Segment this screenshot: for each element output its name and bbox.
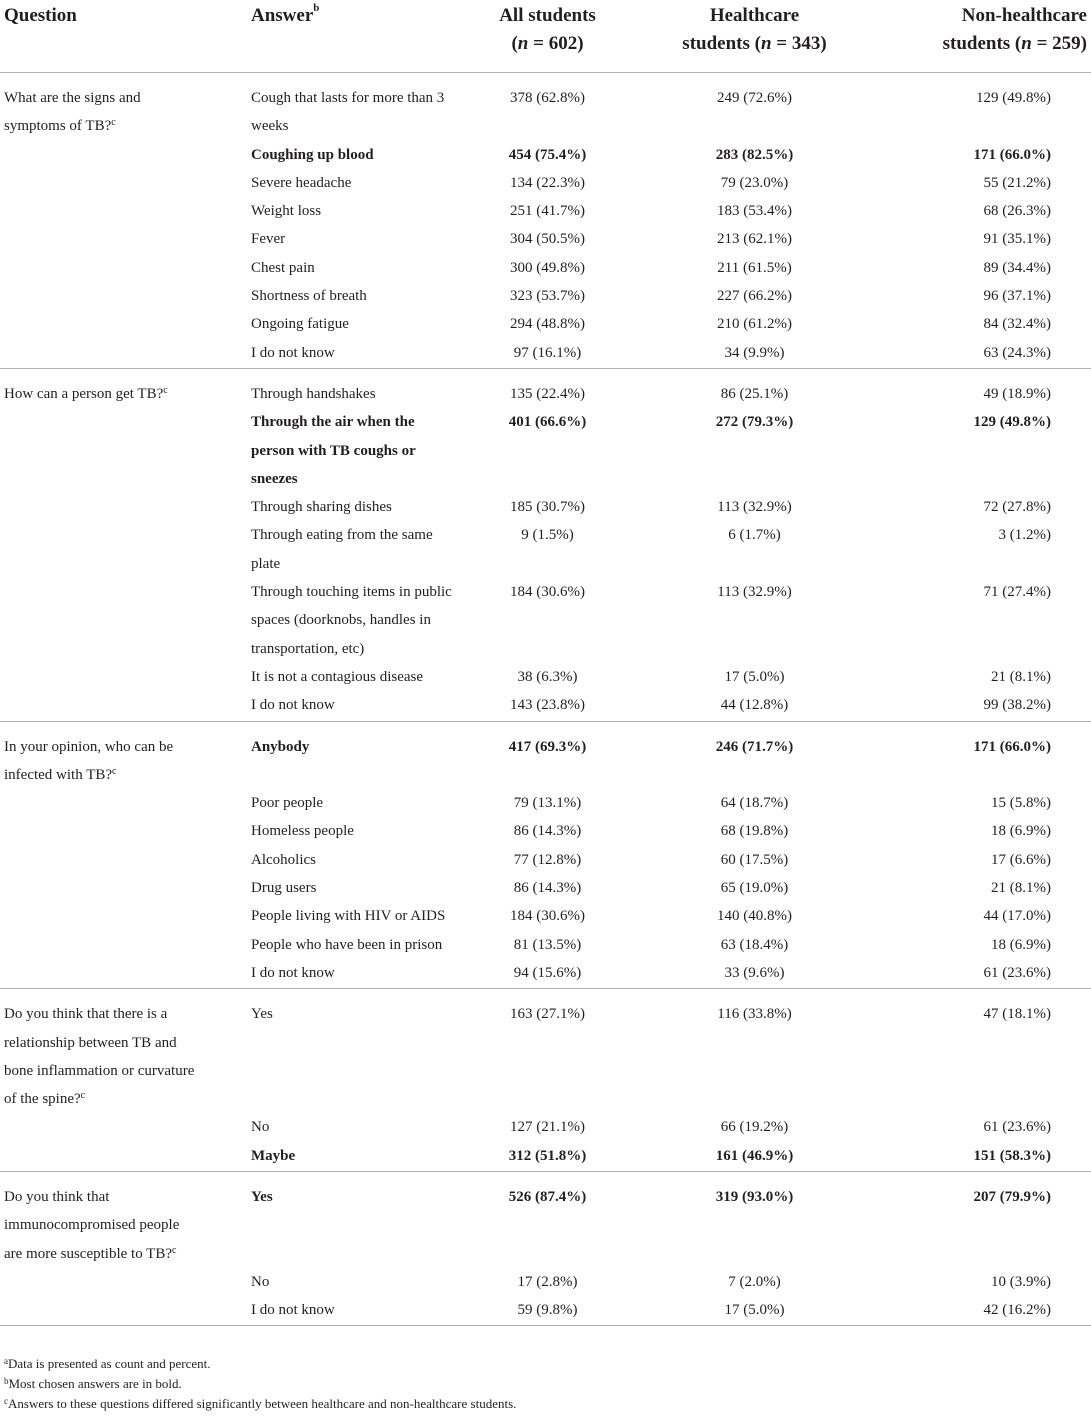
answer-cell: Fever (251, 231, 286, 248)
healthcare-cell: 65 (19.0%) (720, 880, 789, 897)
header-all-n: (n = 602) (511, 33, 584, 54)
header-hc-n: students (n = 343) (682, 33, 827, 54)
all-students-cell: 94 (15.6%) (453, 959, 642, 989)
healthcare-cell: 211 (61.5%) (717, 259, 792, 276)
table-row (0, 789, 1091, 817)
all-students-cell: 417 (69.3%) (508, 738, 587, 755)
non-healthcare-cell: 21 (8.1%) (991, 668, 1051, 685)
question-cell (0, 73, 248, 141)
non-healthcare-cell: 49 (18.9%) (983, 385, 1051, 402)
all-students-cell: 38 (6.3%) (517, 668, 578, 685)
question-cell (0, 989, 248, 1114)
answer-cell: Anybody (251, 738, 310, 755)
footnote (4, 1354, 516, 1374)
table-row (0, 817, 1091, 845)
answer-cell: I do not know (248, 1296, 453, 1326)
non-healthcare-cell: 18 (6.9%) (991, 823, 1051, 840)
healthcare-cell: 63 (18.4%) (720, 936, 789, 953)
all-students-cell: 86 (14.3%) (513, 823, 582, 840)
healthcare-cell: 113 (32.9%) (717, 499, 792, 516)
question-cell (0, 225, 248, 253)
header-healthcare (642, 0, 867, 73)
question-text: What are the signs and symptoms of TB? (4, 90, 141, 135)
question-footnote-mark: c (112, 765, 117, 777)
question-text: How can a person get TB? (4, 385, 164, 402)
table-row (0, 931, 1091, 959)
question-cell (0, 874, 248, 902)
non-healthcare-cell: 71 (27.4%) (983, 584, 1051, 601)
healthcare-cell: 33 (9.6%) (642, 959, 867, 989)
table-row (0, 169, 1091, 197)
non-healthcare-cell: 47 (18.1%) (983, 1006, 1051, 1023)
non-healthcare-cell: 18 (6.9%) (991, 936, 1051, 953)
table-row (0, 521, 1091, 578)
all-students-cell: 251 (41.7%) (510, 203, 585, 220)
healthcare-cell: 272 (79.3%) (715, 414, 794, 431)
answer-cell: Weight loss (251, 203, 322, 220)
question-cell (0, 1113, 248, 1141)
table-row (0, 141, 1091, 169)
header-nhc-label: Non-healthcare (961, 5, 1087, 26)
table-row (0, 197, 1091, 225)
non-healthcare-cell: 129 (49.8%) (976, 90, 1051, 106)
question-cell (0, 197, 248, 225)
table-row (0, 578, 1091, 663)
table-row (0, 493, 1091, 521)
all-students-cell: 526 (87.4%) (508, 1188, 587, 1205)
footnote-mark: c (4, 1396, 8, 1406)
all-students-cell: 77 (12.8%) (513, 851, 582, 868)
healthcare-cell: 44 (12.8%) (642, 691, 867, 721)
footnote-mark: a (4, 1356, 8, 1366)
all-students-cell: 184 (30.6%) (510, 908, 585, 925)
healthcare-cell: 64 (18.7%) (720, 795, 789, 812)
all-students-cell: 401 (66.6%) (508, 414, 587, 431)
healthcare-cell: 183 (53.4%) (717, 203, 792, 220)
question-cell (0, 1142, 248, 1172)
non-healthcare-cell: 171 (66.0%) (973, 738, 1051, 755)
table-row (0, 1268, 1091, 1296)
question-cell (0, 663, 248, 691)
healthcare-cell: 246 (71.7%) (715, 738, 794, 755)
healthcare-cell: 161 (46.9%) (642, 1142, 867, 1172)
all-students-cell: 59 (9.8%) (453, 1296, 642, 1326)
table-row (0, 73, 1091, 141)
healthcare-cell: 66 (19.2%) (720, 1119, 789, 1136)
non-healthcare-cell: 99 (38.2%) (867, 691, 1091, 721)
question-cell (0, 721, 248, 789)
healthcare-cell: 227 (66.2%) (717, 288, 792, 305)
non-healthcare-cell: 171 (66.0%) (973, 146, 1051, 163)
question-footnote-mark: c (172, 1244, 177, 1256)
question-footnote-mark: c (80, 1090, 86, 1102)
healthcare-cell: 283 (82.5%) (715, 146, 794, 163)
question-text: Do you think that immunocompromised people are more susceptible to TB? (4, 1188, 180, 1262)
non-healthcare-cell: 21 (8.1%) (991, 880, 1051, 897)
all-students-cell: 312 (51.8%) (453, 1142, 642, 1172)
footnotes (4, 1354, 516, 1414)
non-healthcare-cell: 91 (35.1%) (983, 231, 1051, 248)
table-row (0, 408, 1091, 493)
footnote-text: Most chosen answers are in bold. (8, 1376, 182, 1391)
all-students-cell: 86 (14.3%) (513, 880, 582, 897)
all-students-cell: 163 (27.1%) (510, 1006, 585, 1023)
question-footnote-mark: c (111, 117, 116, 129)
all-students-cell: 127 (21.1%) (510, 1119, 585, 1136)
healthcare-cell: 68 (19.8%) (720, 823, 789, 840)
non-healthcare-cell: 3 (1.2%) (998, 527, 1051, 544)
all-students-cell: 304 (50.5%) (510, 231, 585, 248)
table-row (0, 282, 1091, 310)
footnote-mark: b (4, 1376, 9, 1386)
answer-cell: Alcoholics (251, 851, 316, 868)
question-cell (0, 408, 248, 493)
healthcare-cell: 113 (32.9%) (717, 584, 792, 601)
answer-cell: People living with HIV or AIDS (251, 908, 446, 925)
answer-cell: Through touching items in public spaces (doorknobs, handles in transportation, etc) (251, 584, 452, 657)
question-cell (0, 789, 248, 817)
answer-cell: Through sharing dishes (251, 499, 392, 516)
footnote-text: Data is presented as count and percent. (8, 1356, 211, 1371)
all-students-cell: 454 (75.4%) (508, 146, 587, 163)
header-answer (248, 0, 453, 73)
question-footnote-mark: c (163, 384, 168, 396)
question-cell (0, 817, 248, 845)
non-healthcare-cell: 55 (21.2%) (983, 174, 1051, 191)
header-hc-label: Healthcare (709, 5, 800, 26)
healthcare-cell: 86 (25.1%) (720, 385, 789, 402)
answer-cell: I do not know (248, 959, 453, 989)
all-students-cell: 135 (22.4%) (510, 385, 585, 402)
all-students-cell: 79 (13.1%) (513, 795, 582, 812)
answer-cell: Chest pain (251, 259, 315, 276)
table-row (0, 1142, 1091, 1172)
answer-cell: It is not a contagious disease (251, 668, 424, 685)
answer-cell: No (251, 1119, 270, 1136)
header-all-label: All students (499, 5, 596, 26)
question-cell (0, 339, 248, 369)
all-students-cell: 185 (30.7%) (510, 499, 585, 516)
non-healthcare-cell: 129 (49.8%) (973, 414, 1051, 431)
non-healthcare-cell: 151 (58.3%) (867, 1142, 1091, 1172)
non-healthcare-cell: 68 (26.3%) (983, 203, 1051, 220)
all-students-cell: 184 (30.6%) (510, 584, 585, 601)
healthcare-cell: 210 (61.2%) (717, 316, 792, 333)
table-row (0, 254, 1091, 282)
question-cell (0, 931, 248, 959)
all-students-cell: 143 (23.8%) (453, 691, 642, 721)
all-students-cell: 134 (22.3%) (510, 174, 585, 191)
all-students-cell: 97 (16.1%) (453, 339, 642, 369)
non-healthcare-cell: 63 (24.3%) (867, 339, 1091, 369)
healthcare-cell: 213 (62.1%) (717, 231, 792, 248)
question-cell (0, 169, 248, 197)
header-all-students (453, 0, 642, 73)
non-healthcare-cell: 72 (27.8%) (983, 499, 1051, 516)
all-students-cell: 81 (13.5%) (513, 936, 582, 953)
healthcare-cell: 17 (5.0%) (642, 1296, 867, 1326)
header-question: Question (0, 0, 248, 73)
non-healthcare-cell: 84 (32.4%) (983, 316, 1051, 333)
question-cell (0, 493, 248, 521)
healthcare-cell: 249 (72.6%) (717, 90, 792, 106)
header-answer-label: Answer (251, 5, 314, 26)
all-students-cell: 17 (2.8%) (517, 1273, 578, 1290)
answer-cell: Poor people (251, 795, 324, 812)
answer-cell: Cough that lasts for more than 3 weeks (251, 90, 445, 135)
answer-cell: Through the air when the person with TB coughs or sneezes (251, 414, 416, 487)
healthcare-cell: 116 (33.8%) (717, 1006, 792, 1023)
footnote (4, 1394, 516, 1414)
answer-cell: Through handshakes (251, 385, 376, 402)
all-students-cell: 9 (1.5%) (521, 527, 574, 544)
non-healthcare-cell: 61 (23.6%) (983, 1119, 1051, 1136)
table-body (0, 73, 1091, 1326)
question-cell (0, 254, 248, 282)
table-row (0, 959, 1091, 989)
answer-cell: I do not know (248, 691, 453, 721)
question-cell (0, 1268, 248, 1296)
table-row (0, 339, 1091, 369)
answer-cell: Yes (251, 1006, 273, 1023)
question-cell (0, 691, 248, 721)
answer-cell: Homeless people (251, 823, 354, 840)
healthcare-cell: 79 (23.0%) (720, 174, 789, 191)
header-nhc-n: students (n = 259) (942, 33, 1087, 54)
table-row (0, 902, 1091, 930)
answer-cell: Through eating from the same plate (251, 527, 433, 572)
table-row (0, 310, 1091, 338)
question-cell (0, 1296, 248, 1326)
question-cell (0, 521, 248, 578)
non-healthcare-cell: 96 (37.1%) (983, 288, 1051, 305)
non-healthcare-cell: 207 (79.9%) (973, 1188, 1051, 1205)
table-row (0, 1296, 1091, 1326)
answer-cell: Yes (251, 1188, 273, 1205)
non-healthcare-cell: 44 (17.0%) (983, 908, 1051, 925)
table-row (0, 846, 1091, 874)
healthcare-cell: 6 (1.7%) (728, 527, 781, 544)
footnote-text: Answers to these questions differed significantly between healthcare and non-healthcare students. (8, 1396, 517, 1411)
header-answer-footnote-mark: b (313, 2, 320, 14)
table-row (0, 874, 1091, 902)
table-row (0, 368, 1091, 408)
non-healthcare-cell: 15 (5.8%) (991, 795, 1051, 812)
healthcare-cell: 7 (2.0%) (728, 1273, 781, 1290)
all-students-cell: 323 (53.7%) (510, 288, 585, 305)
table-row (0, 721, 1091, 789)
table-row (0, 989, 1091, 1114)
answer-cell: Severe headache (251, 174, 352, 191)
question-cell (0, 902, 248, 930)
answer-cell: Maybe (248, 1142, 453, 1172)
healthcare-cell: 60 (17.5%) (720, 851, 789, 868)
header-non-healthcare (867, 0, 1091, 73)
question-cell (0, 141, 248, 169)
all-students-cell: 378 (62.8%) (510, 90, 585, 106)
healthcare-cell: 17 (5.0%) (724, 668, 785, 685)
table-header (0, 0, 1091, 73)
question-cell (0, 368, 248, 408)
header-row (0, 0, 1091, 73)
answer-cell: No (251, 1273, 270, 1290)
non-healthcare-cell: 10 (3.9%) (991, 1273, 1051, 1290)
answer-cell: Coughing up blood (251, 146, 374, 163)
question-cell (0, 1171, 248, 1267)
answer-cell: Ongoing fatigue (251, 316, 349, 333)
question-cell (0, 310, 248, 338)
healthcare-cell: 140 (40.8%) (717, 908, 792, 925)
question-cell (0, 959, 248, 989)
table-row (0, 663, 1091, 691)
non-healthcare-cell: 61 (23.6%) (867, 959, 1091, 989)
table-row (0, 1113, 1091, 1141)
answer-cell: Shortness of breath (251, 288, 367, 305)
answer-cell: I do not know (248, 339, 453, 369)
table-row (0, 225, 1091, 253)
non-healthcare-cell: 17 (6.6%) (991, 851, 1051, 868)
question-cell (0, 282, 248, 310)
table-row (0, 1171, 1091, 1267)
all-students-cell: 300 (49.8%) (510, 259, 585, 276)
question-text: Do you think that there is a relationship between TB and bone inflammation or curvature of the spine? (4, 1006, 195, 1108)
non-healthcare-cell: 89 (34.4%) (983, 259, 1051, 276)
question-cell (0, 578, 248, 663)
footnote (4, 1374, 516, 1394)
answer-cell: Drug users (251, 880, 317, 897)
table-row (0, 691, 1091, 721)
healthcare-cell: 319 (93.0%) (715, 1188, 794, 1205)
all-students-cell: 294 (48.8%) (510, 316, 585, 333)
healthcare-cell: 34 (9.9%) (642, 339, 867, 369)
answer-cell: People who have been in prison (251, 936, 443, 953)
non-healthcare-cell: 42 (16.2%) (867, 1296, 1091, 1326)
question-cell (0, 846, 248, 874)
question-text: In your opinion, who can be infected with TB? (4, 738, 174, 783)
